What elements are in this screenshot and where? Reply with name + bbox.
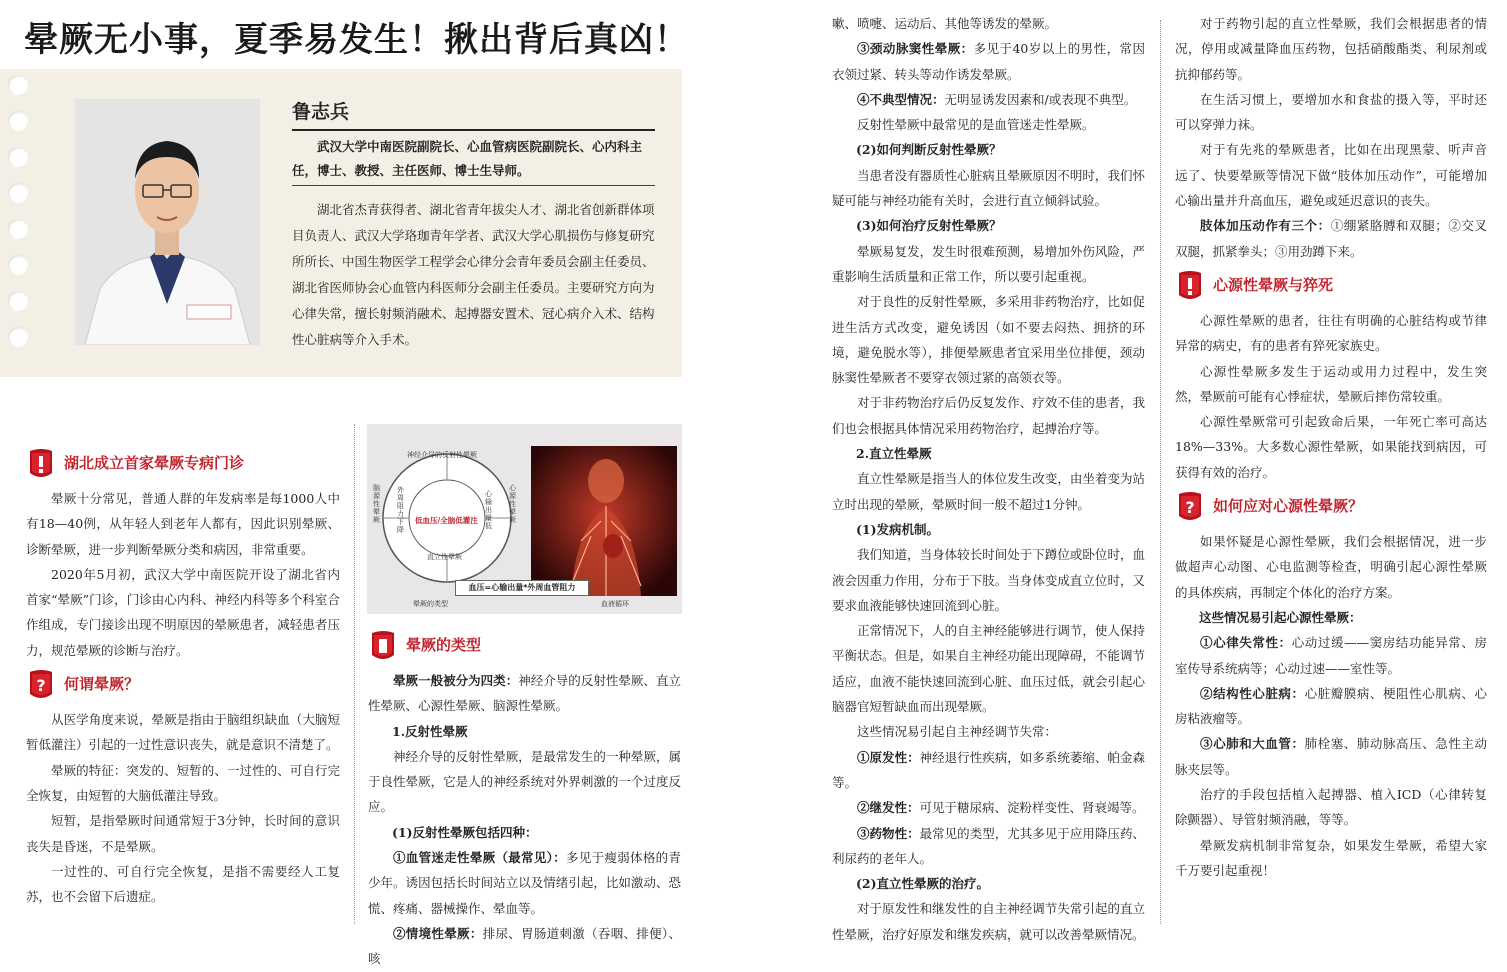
- paragraph: 我们知道，当身体较长时间处于下蹲位或卧位时，血液会因重力作用，分布于下肢。当身体变成直立位时，又要求血液能够快速回流到心脏。: [832, 547, 1145, 613]
- paragraph: ③心肺和大血管：肺栓塞、肺动脉高压、急性主动脉夹层等。: [1175, 736, 1487, 777]
- author-photo: [75, 99, 260, 345]
- paragraph: 心源性晕厥常可引起致命后果，一年死亡率可高达18%—33%。大多数心源性晕厥，如果能找到病因，可获得有效的治疗。: [1175, 414, 1487, 480]
- paragraph: 晕厥易复发，发生时很难预测，易增加外伤风险，严重影响生活质量和正常工作，所以要引起重视。: [832, 243, 1145, 284]
- paragraph: 肢体加压动作有三个：①绷紧胳膊和双腿；②交叉双腿，抓紧拳头；③用劲蹲下来。: [1175, 218, 1487, 259]
- author-description: 湖北省杰青获得者、湖北省青年拔尖人才、湖北省创新群体项目负责人、武汉大学珞珈青年学者、武汉大学心肌损伤与修复研究所所长、中国生物医学工程学会心律分会青年委员会副主任委员、湖北省医师协会心血管内科医师分会副主任委员。主要研究方向为心律失常，擅长射频消融术、起搏器安置术、冠心病介入术、结构性心脏病等介入手术。: [292, 202, 655, 347]
- circle-label-left: 脑源性晕厥: [373, 484, 380, 524]
- exclamation-icon: [26, 447, 56, 481]
- exclamation-icon: [1175, 269, 1205, 303]
- paragraph: 晕厥的特征：突发的、短暂的、一过性的、可自行完全恢复，由短暂的大脑低灌注导致。: [26, 762, 340, 803]
- paragraph: 对于原发性和继发性的自主神经调节失常引起的直立性晕厥，治疗好原发和继发疾病，就可以改善晕厥情况。: [832, 901, 1145, 942]
- column-1: [26, 442, 340, 909]
- subheading: 1.反射性晕厥: [392, 723, 468, 739]
- paragraph: 在生活习惯上，要增加水和食盐的摄入等，平时还可以穿弹力袜。: [1175, 91, 1487, 133]
- subheading: 这些情况易引起心源性晕厥：: [1199, 609, 1362, 625]
- circle-label-right: 心源性晕厥: [509, 484, 516, 524]
- paragraph: ②继发性：可见于糖尿病、淀粉样变性、肾衰竭等。: [857, 800, 1145, 816]
- author-bio-box: [0, 69, 682, 377]
- paragraph: 一过性的、可自行完全恢复，是指不需要经人工复苏，也不会留下后遗症。: [26, 863, 340, 905]
- page-title: 晕厥无小事，夏季易发生！揪出背后真凶！: [24, 20, 689, 60]
- circle-label-center: 低血压/全脑低灌注: [415, 516, 478, 525]
- circle-label-right-inner: 心输出量低: [485, 490, 492, 530]
- paragraph: 当患者没有器质性心脏病且晕厥原因不明时，我们怀疑可能与神经功能有关时，会进行直立倾斜试验。: [832, 167, 1145, 209]
- section-heading: 心源性晕厥与猝死: [1175, 268, 1487, 304]
- paragraph: 正常情况下，人的自主神经能够进行调节，使人保持平衡状态。但是，如果自主神经功能出现障碍，不能调节适应，血液不能快速回流到心脏、血压过低，就会引起心脑器官短暂缺血而出现晕厥。: [832, 623, 1145, 715]
- paragraph: 晕厥发病机制非常复杂，如果发生晕厥，希望大家千万要引起重视！: [1175, 837, 1487, 878]
- paragraph: 神经介导的反射性晕厥，是最常发生的一种晕厥，属于良性晕厥，它是人的神经系统对外界刺激的一个过度反应。: [368, 748, 681, 815]
- subheading: 2.直立性晕厥: [856, 446, 932, 462]
- column-divider: [1160, 20, 1162, 924]
- paragraph: 晕厥一般被分为四类：神经介导的反射性晕厥、直立性晕厥、心源性晕厥、脑源性晕厥。: [368, 673, 681, 714]
- divider: [292, 185, 655, 186]
- caption-right: 血液循环: [601, 600, 629, 608]
- column-2: [368, 624, 681, 972]
- section-heading: 湖北成立首家晕厥专病门诊: [26, 446, 340, 482]
- svg-text:?: ?: [36, 676, 46, 696]
- paragraph: ②结构性心脏病：心脏瓣膜病、梗阻性心肌病、心房粘液瘤等。: [1175, 685, 1487, 727]
- subheading: (1)反射性晕厥包括四种：: [392, 824, 538, 840]
- svg-text:?: ?: [1185, 498, 1195, 518]
- binder-holes: [8, 75, 38, 375]
- subheading: (1)发病机制。: [856, 521, 940, 537]
- blood-pressure-formula: 血压=心输出量*外周血管阻力: [455, 580, 589, 596]
- paragraph: 对于有先兆的晕厥患者，比如在出现黑蒙、听声音远了、快要晕厥等情况下做“肢体加压动作”，可能增加心输出量并升高血压，避免或延迟意识的丧失。: [1175, 142, 1487, 209]
- syncope-diagram: [367, 424, 682, 614]
- column-4: [1175, 11, 1487, 883]
- column-3: [832, 11, 1145, 947]
- paragraph: ②情境性晕厥：排尿、胃肠道刺激（吞咽、排便）、咳: [368, 925, 681, 967]
- circle-label-top: 神经介导的反射性晕厥: [407, 451, 477, 459]
- paragraph: ③药物性：最常见的类型，尤其多见于应用降压药、利尿药的老年人。: [832, 825, 1145, 866]
- paragraph: ③颈动脉窦性晕厥：多见于40岁以上的男性，常因衣领过紧、转头等动作诱发晕厥。: [832, 41, 1145, 82]
- paragraph: 嗽、喷嚏、运动后、其他等诱发的晕厥。: [832, 16, 1058, 31]
- section-heading: 晕厥的类型: [368, 628, 681, 664]
- paragraph: 心源性晕厥的患者，往往有明确的心脏结构或节律异常的病史，有的患者有猝死家族史。: [1175, 312, 1487, 354]
- paragraph: 治疗的手段包括植入起搏器、植入ICD（心律转复除颤器）、导管射频消融，等等。: [1175, 787, 1487, 828]
- paragraph: 从医学角度来说，晕厥是指由于脑组织缺血（大脑短暂低灌注）引起的一过性意识丧失，就是意识不清楚了。: [26, 712, 340, 753]
- circle-label-bottom: 直立性晕厥: [427, 553, 462, 561]
- paragraph: 短暂，是指晕厥时间通常短于3分钟，长时间的意识丧失是昏迷，不是晕厥。: [26, 813, 340, 854]
- circle-label-left-inner: 外周阻力下降: [397, 486, 404, 534]
- circulation-image: [531, 446, 677, 596]
- paragraph: 对于药物引起的直立性晕厥，我们会根据患者的情况，停用或减量降血压药物，包括硝酸酯类、利尿剂或抗抑郁药等。: [1175, 16, 1487, 82]
- paragraph: 2020年5月初，武汉大学中南医院开设了湖北省内首家“晕厥”门诊，门诊由心内科、神经内科等多个科室合作组成，专门接诊出现不明原因的晕厥患者，减轻患者压力，规范晕厥的诊断与治疗。: [26, 566, 340, 658]
- paragraph: 对于良性的反射性晕厥，多采用非药物治疗，比如促进生活方式改变，避免诱因（如不要去闷热、拥挤的环境，避免脱水等），排便晕厥患者宜采用坐位排便，颈动脉窦性晕厥者不要穿衣领过紧的高领衣等。: [832, 294, 1145, 386]
- divider: [292, 129, 655, 131]
- paragraph: 晕厥十分常见，普通人群的年发病率是每1000人中有18—40例，从年轻人到老年人都有，因此识别晕厥、诊断晕厥，进一步判断晕厥分类和病因，非常重要。: [26, 491, 340, 557]
- section-heading: ? 何谓晕厥？: [26, 667, 340, 703]
- info-icon: [368, 629, 398, 663]
- paragraph: 如果怀疑是心源性晕厥，我们会根据情况，进一步做超声心动图、心电监测等检查，明确引起心源性晕厥的具体疾病，再制定个体化的治疗方案。: [1175, 534, 1487, 600]
- paragraph: ①原发性：神经退行性疾病，如多系统萎缩、帕金森等。: [832, 749, 1145, 790]
- caption-left: 晕厥的类型: [413, 600, 448, 608]
- paragraph: 心源性晕厥多发生于运动或用力过程中，发生突然，晕厥前可能有心悸症状，晕厥后摔伤常较重。: [1175, 363, 1487, 404]
- paragraph: 反射性晕厥中最常见的是血管迷走性晕厥。: [857, 117, 1095, 133]
- column-divider: [354, 424, 356, 924]
- author-name: 鲁志兵: [292, 101, 350, 123]
- paragraph: 直立性晕厥是指当人的体位发生改变，由坐着变为站立时出现的晕厥，晕厥时间一般不超过1分钟。: [832, 471, 1145, 512]
- paragraph: ①血管迷走性晕厥（最常见）：多见于瘦弱体格的青少年。诱因包括长时间站立以及情绪引起，比如激动、恐慌、疼痛、器械操作、晕血等。: [368, 850, 681, 916]
- question-icon: [26, 668, 56, 702]
- subheading: (2)直立性晕厥的治疗。: [856, 876, 990, 892]
- author-title: 武汉大学中南医院副院长、心血管病医院副院长、心内科主任，博士、教授、主任医师、博士生导师。: [292, 139, 643, 178]
- section-heading: ? 如何应对心源性晕厥？: [1175, 489, 1487, 525]
- paragraph: ①心律失常性：心动过缓——窦房结功能异常、房室传导系统病等；心动过速——室性等。: [1175, 635, 1487, 676]
- paragraph: 这些情况易引起自主神经调节失常：: [857, 724, 1058, 740]
- paragraph: ④不典型情况：无明显诱发因素和/或表现不典型。: [857, 91, 1137, 107]
- paragraph: 对于非药物治疗后仍反复发作、疗效不佳的患者，我们也会根据具体情况采用药物治疗，起搏治疗等。: [832, 395, 1145, 436]
- question-icon: [1175, 490, 1205, 524]
- subheading: (2)如何判断反射性晕厥？: [856, 142, 1002, 158]
- subheading: (3)如何治疗反射性晕厥？: [856, 218, 1002, 234]
